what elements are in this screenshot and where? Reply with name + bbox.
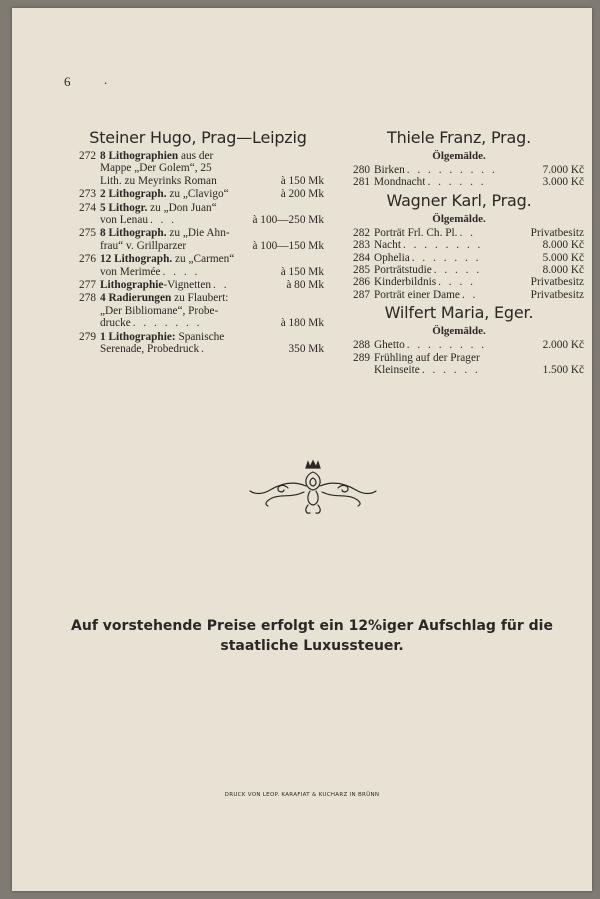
entry-medium: 4 Radierungen	[100, 292, 172, 305]
entry-text	[100, 240, 186, 252]
entry-description: frau“ v. Grillparzer	[100, 239, 187, 252]
entry-text	[100, 305, 324, 317]
entry-number: 278	[79, 292, 96, 305]
leader-dots: . . . . . . . . .	[406, 164, 498, 176]
entry-number: 274	[79, 201, 96, 214]
entry-line	[72, 188, 324, 200]
entry-number: 281	[353, 176, 370, 189]
leader-dots: . .	[459, 226, 476, 239]
tax-note	[52, 616, 572, 656]
entry-text	[100, 253, 324, 265]
entry-number: 283	[353, 239, 370, 252]
entry-number: 285	[353, 264, 370, 277]
entry-description: -Vignetten	[163, 279, 212, 292]
page-mark: .	[104, 72, 108, 87]
leader-dots: . . . . . .	[427, 176, 487, 189]
entry-price: à 150 Mk	[280, 265, 324, 278]
entry-text	[100, 214, 148, 226]
entry-price: 7.000 Kč	[542, 164, 584, 176]
entry-number: 286	[353, 276, 370, 289]
entry-price: à 80 Mk	[286, 279, 324, 292]
entry-line	[72, 253, 324, 265]
artist-section	[334, 128, 584, 189]
entry-line	[72, 266, 324, 278]
entry-medium: 5 Lithogr.	[100, 201, 148, 214]
catalog-entry	[72, 202, 324, 227]
entry-price: Privatbesitz	[530, 226, 584, 239]
medium-subheading: Ölgemälde.	[432, 325, 486, 338]
leader-dots: . . . . . . . .	[406, 339, 487, 352]
leader-dots: . . .	[150, 214, 177, 227]
leader-dots: . . . . .	[433, 264, 482, 277]
entry-number: 282	[353, 226, 370, 239]
entry-description: von Lenau	[100, 214, 148, 227]
entry-price: à 200 Mk	[280, 188, 324, 201]
right-column	[334, 128, 584, 378]
left-entries	[72, 150, 324, 356]
entry-title: Porträtstudie	[374, 264, 432, 277]
leader-dots: . . . . . .	[421, 364, 481, 377]
entry-number: 289	[353, 351, 370, 364]
entry-description: Spanische	[175, 330, 225, 343]
entry-number: 272	[79, 150, 96, 162]
entry-text	[100, 150, 324, 162]
entry-line	[334, 227, 584, 239]
entry-title: Birken	[374, 164, 405, 176]
entry-price: 350 Mk	[288, 343, 324, 356]
entry-line	[334, 164, 584, 176]
entry-description: zu „Carmen“	[172, 253, 235, 266]
entry-description: zu Flaubert:	[171, 292, 229, 305]
entry-line	[72, 343, 324, 355]
entry-medium: 2 Lithograph.	[100, 188, 167, 201]
entry-text	[100, 343, 199, 355]
entry-description: drucke	[100, 317, 131, 330]
printer-imprint: DRUCK VON LEOP. KARAFIAT & KUCHARZ IN BRÜNN	[224, 792, 380, 798]
entry-line	[334, 289, 584, 301]
left-column	[72, 128, 324, 357]
entry-number: 288	[353, 339, 370, 352]
entry-description: Lith. zu Meyrinks Roman	[100, 174, 217, 187]
entry-description: „Der Bibliomane“, Probe-	[100, 304, 219, 317]
entry-price: à 100—150 Mk	[252, 239, 324, 252]
entry-description: zu „Die Ahn-	[166, 227, 230, 240]
entry-text	[100, 175, 217, 187]
tax-note-line-1: Auf vorstehende Preise erfolgt ein 12%iger Aufschlag für die	[71, 618, 553, 634]
entry-title: Mondnacht	[374, 176, 426, 189]
entry-text	[100, 266, 161, 278]
leader-dots: . . . . . . .	[411, 251, 481, 264]
entry-line	[334, 364, 584, 376]
medium-subheading: Ölgemälde.	[432, 150, 486, 162]
entry-medium: 8 Lithographien	[100, 150, 179, 162]
catalog-entry	[72, 292, 324, 329]
entry-description: von Merimée	[100, 265, 161, 278]
leader-dots: . . . .	[438, 276, 476, 289]
artist-heading: Thiele Franz, Prag.	[387, 128, 531, 147]
entry-title: Porträt einer Dame	[374, 288, 460, 301]
entry-text	[100, 188, 229, 200]
entry-price: 1.500 Kč	[542, 364, 584, 377]
entry-title: Ophelia	[374, 251, 410, 264]
entry-line	[72, 331, 324, 343]
entry-medium: 12 Lithograph.	[100, 253, 173, 266]
leader-dots: . . . . . . . .	[402, 239, 483, 252]
artist-heading: Steiner Hugo, Prag—Leipzig	[89, 128, 307, 147]
leader-dots: .	[201, 343, 207, 356]
catalog-entry	[72, 331, 324, 356]
entry-text	[100, 279, 211, 291]
artist-heading: Wagner Karl, Prag.	[386, 190, 532, 210]
entry-line	[72, 214, 324, 226]
artist-section	[334, 303, 584, 376]
entry-line	[72, 279, 324, 291]
entry-line	[334, 252, 584, 264]
entry-number: 280	[353, 164, 370, 176]
leader-dots: . .	[461, 288, 478, 301]
catalog-entry	[72, 150, 324, 187]
catalog-entry	[72, 227, 324, 252]
entry-description: zu „Clavigo“	[166, 188, 229, 201]
entry-price: 8.000 Kč	[542, 239, 584, 252]
entry-price: à 150 Mk	[280, 174, 324, 187]
leader-dots: . .	[213, 279, 230, 292]
entry-medium: Lithographie	[100, 279, 164, 292]
entry-text	[100, 227, 324, 239]
entry-price: 2.000 Kč	[542, 339, 584, 352]
entry-number: 273	[79, 188, 96, 201]
entry-number: 275	[79, 227, 96, 240]
entry-text	[100, 317, 131, 329]
entry-number: 279	[79, 330, 96, 343]
entry-price: 5.000 Kč	[542, 251, 584, 264]
entry-line	[72, 292, 324, 304]
entry-text	[100, 202, 324, 214]
entry-description: aus der	[178, 150, 214, 162]
entry-description: Mappe „Der Golem“, 25	[100, 162, 212, 175]
entry-line	[72, 202, 324, 214]
entry-price: 3.000 Kč	[542, 176, 584, 189]
medium-subheading: Ölgemälde.	[432, 212, 486, 225]
entry-price: à 100—250 Mk	[252, 214, 324, 227]
entry-price: Privatbesitz	[530, 276, 584, 289]
entry-line	[334, 176, 584, 188]
entry-description: Serenade, Probedruck	[100, 343, 200, 356]
artist-section	[334, 191, 584, 301]
entry-number: 284	[353, 251, 370, 264]
catalog-page	[12, 8, 592, 891]
entry-line	[72, 150, 324, 162]
entry-title: Frühling auf der Prager	[374, 351, 480, 364]
entry-medium: 1 Lithographie:	[100, 330, 176, 343]
catalog-entry	[72, 253, 324, 278]
entry-text	[100, 331, 324, 343]
entry-title: Kinderbildnis	[374, 276, 437, 289]
catalog-entry	[72, 279, 324, 291]
leader-dots: . . . . . . .	[132, 317, 202, 330]
entry-line	[334, 264, 584, 276]
right-sections	[334, 128, 584, 376]
entry-number: 287	[353, 288, 370, 301]
entry-title: Nacht	[374, 239, 401, 252]
entry-number: 276	[79, 253, 96, 266]
entry-line	[72, 162, 324, 174]
entry-line	[334, 339, 584, 351]
entry-text	[100, 162, 324, 174]
entry-line	[72, 175, 324, 187]
page-number: 6	[64, 74, 71, 89]
artist-heading: Wilfert Maria, Eger.	[384, 303, 534, 323]
entry-medium: 8 Lithograph.	[100, 227, 167, 240]
entry-line	[72, 227, 324, 239]
entry-text	[100, 292, 324, 304]
crown-flourish-ornament-icon	[248, 458, 378, 518]
entry-title: Porträt Frl. Ch. Pl.	[374, 226, 458, 239]
entry-description: zu „Don Juan“	[147, 201, 217, 214]
entry-title: Kleinseite	[374, 364, 420, 377]
entry-line	[72, 240, 324, 252]
entry-line	[334, 276, 584, 288]
leader-dots: . . . .	[162, 265, 200, 278]
entry-line	[72, 317, 324, 329]
catalog-entry	[72, 188, 324, 200]
entry-number: 277	[79, 279, 96, 292]
entry-price: Privatbesitz	[530, 288, 584, 301]
entry-line	[334, 352, 584, 364]
entry-line	[334, 239, 584, 251]
entry-title: Ghetto	[374, 339, 405, 352]
entry-line	[72, 305, 324, 317]
entry-price: 8.000 Kč	[542, 264, 584, 277]
tax-note-line-2: staatliche Luxussteuer.	[220, 638, 404, 654]
entry-price: à 180 Mk	[280, 317, 324, 330]
